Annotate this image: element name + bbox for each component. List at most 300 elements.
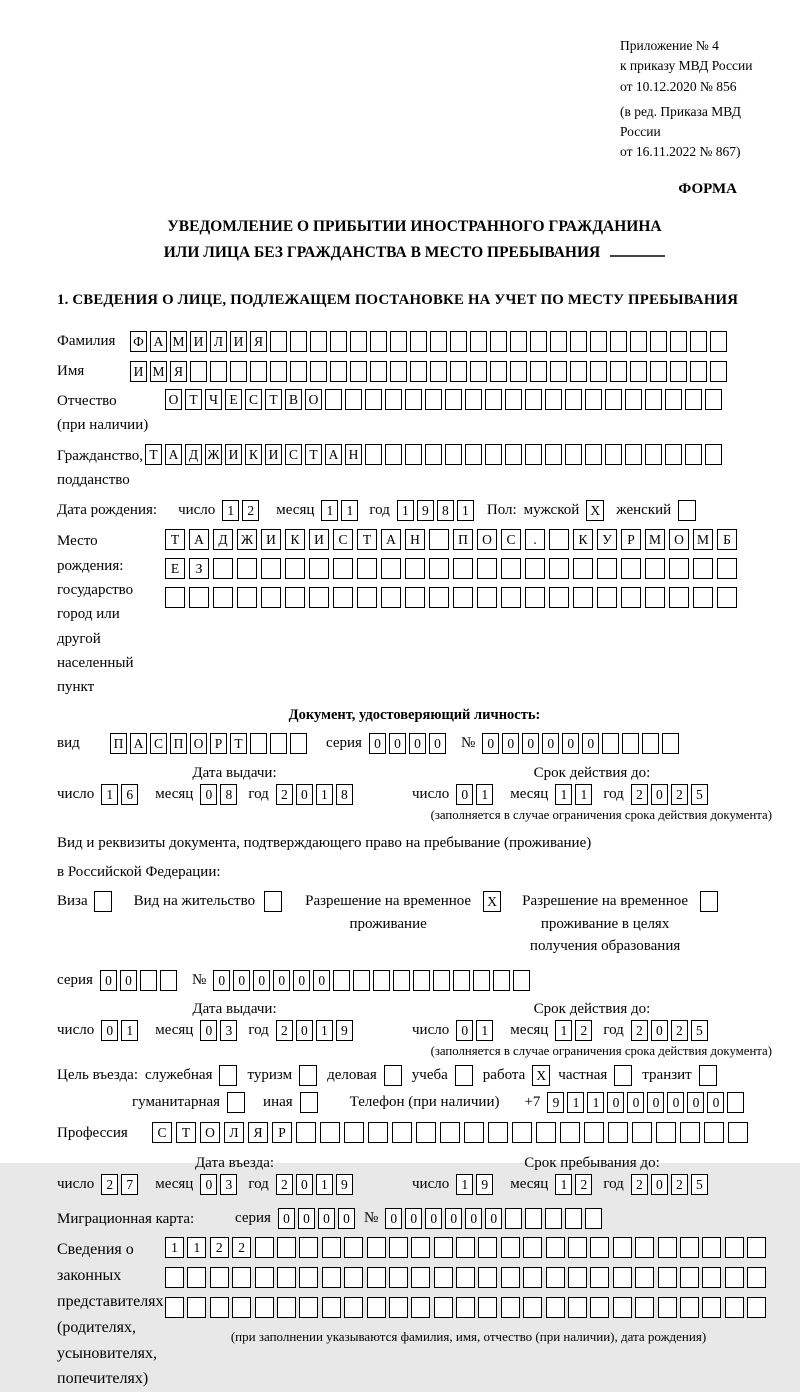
char-box[interactable] <box>693 558 713 579</box>
char-box[interactable]: 0 <box>338 1208 355 1229</box>
char-box[interactable] <box>705 389 722 410</box>
char-box[interactable] <box>322 1297 341 1318</box>
char-box[interactable] <box>353 970 370 991</box>
char-box[interactable]: Н <box>405 529 425 550</box>
char-box[interactable] <box>390 331 407 352</box>
char-box[interactable] <box>605 444 622 465</box>
char-box[interactable] <box>250 733 267 754</box>
doc-series-boxes[interactable] <box>369 733 449 754</box>
char-box[interactable] <box>190 361 207 382</box>
char-box[interactable]: В <box>285 389 302 410</box>
char-box[interactable] <box>416 1122 436 1143</box>
legal-reps-boxes-row2[interactable] <box>165 1267 770 1288</box>
char-box[interactable] <box>546 1297 565 1318</box>
char-box[interactable]: Я <box>248 1122 268 1143</box>
char-box[interactable] <box>549 558 569 579</box>
char-box[interactable] <box>325 389 342 410</box>
char-box[interactable] <box>270 733 287 754</box>
char-box[interactable] <box>717 558 737 579</box>
char-box[interactable] <box>530 331 547 352</box>
char-box[interactable]: П <box>170 733 187 754</box>
char-box[interactable] <box>237 558 257 579</box>
char-box[interactable] <box>310 331 327 352</box>
char-box[interactable]: 3 <box>220 1174 237 1195</box>
char-box[interactable] <box>513 970 530 991</box>
char-box[interactable]: 0 <box>522 733 539 754</box>
char-box[interactable] <box>296 1122 316 1143</box>
birth-month-boxes[interactable] <box>321 500 361 521</box>
char-box[interactable] <box>350 331 367 352</box>
char-box[interactable]: 2 <box>575 1174 592 1195</box>
char-box[interactable] <box>357 558 377 579</box>
char-box[interactable] <box>389 1237 408 1258</box>
char-box[interactable] <box>429 587 449 608</box>
char-box[interactable]: 6 <box>121 784 138 805</box>
char-box[interactable]: Т <box>265 389 282 410</box>
char-box[interactable]: О <box>200 1122 220 1143</box>
char-box[interactable] <box>680 1267 699 1288</box>
char-box[interactable] <box>345 389 362 410</box>
char-box[interactable] <box>747 1237 766 1258</box>
entry-month[interactable] <box>200 1174 240 1195</box>
char-box[interactable] <box>261 587 281 608</box>
char-box[interactable] <box>255 1267 274 1288</box>
char-box[interactable]: М <box>693 529 713 550</box>
char-box[interactable]: 1 <box>222 500 239 521</box>
visa-checkbox[interactable] <box>94 891 112 912</box>
char-box[interactable]: 0 <box>502 733 519 754</box>
char-box[interactable] <box>450 361 467 382</box>
char-box[interactable]: Т <box>357 529 377 550</box>
char-box[interactable]: 0 <box>200 1174 217 1195</box>
char-box[interactable]: 0 <box>296 1174 313 1195</box>
stay-day[interactable] <box>456 1174 496 1195</box>
char-box[interactable] <box>160 970 177 991</box>
char-box[interactable]: Ч <box>205 389 222 410</box>
char-box[interactable] <box>320 1122 340 1143</box>
char-box[interactable]: Б <box>717 529 737 550</box>
char-box[interactable] <box>453 558 473 579</box>
char-box[interactable] <box>429 529 449 550</box>
char-box[interactable] <box>478 1267 497 1288</box>
char-box[interactable] <box>621 587 641 608</box>
char-box[interactable]: 0 <box>542 733 559 754</box>
char-box[interactable]: Т <box>185 389 202 410</box>
char-box[interactable] <box>704 1122 724 1143</box>
char-box[interactable] <box>550 361 567 382</box>
char-box[interactable] <box>545 1208 562 1229</box>
char-box[interactable]: С <box>245 389 262 410</box>
char-box[interactable] <box>680 1237 699 1258</box>
char-box[interactable] <box>613 1267 632 1288</box>
char-box[interactable]: 9 <box>476 1174 493 1195</box>
char-box[interactable] <box>350 361 367 382</box>
char-box[interactable]: 0 <box>465 1208 482 1229</box>
char-box[interactable]: Т <box>145 444 162 465</box>
legal-reps-boxes-row1[interactable] <box>165 1237 770 1258</box>
char-box[interactable] <box>501 1237 520 1258</box>
char-box[interactable]: 0 <box>273 970 290 991</box>
identity-valid-day[interactable] <box>456 784 496 805</box>
char-box[interactable] <box>392 1122 412 1143</box>
char-box[interactable] <box>560 1122 580 1143</box>
char-box[interactable] <box>693 587 713 608</box>
patronymic-boxes[interactable] <box>165 389 725 410</box>
char-box[interactable] <box>405 558 425 579</box>
char-box[interactable] <box>490 331 507 352</box>
char-box[interactable] <box>747 1267 766 1288</box>
char-box[interactable]: 1 <box>316 784 333 805</box>
char-box[interactable]: 0 <box>293 970 310 991</box>
char-box[interactable] <box>255 1297 274 1318</box>
edu-residence-checkbox[interactable] <box>700 891 718 912</box>
char-box[interactable] <box>285 587 305 608</box>
char-box[interactable] <box>680 1122 700 1143</box>
char-box[interactable]: 0 <box>405 1208 422 1229</box>
char-box[interactable] <box>570 331 587 352</box>
char-box[interactable]: 0 <box>482 733 499 754</box>
char-box[interactable] <box>630 361 647 382</box>
residence-issue-year[interactable] <box>276 1020 356 1041</box>
char-box[interactable] <box>525 587 545 608</box>
char-box[interactable] <box>665 389 682 410</box>
char-box[interactable]: М <box>150 361 167 382</box>
char-box[interactable]: 1 <box>575 784 592 805</box>
char-box[interactable] <box>478 1237 497 1258</box>
char-box[interactable] <box>290 331 307 352</box>
char-box[interactable] <box>285 558 305 579</box>
char-box[interactable]: О <box>477 529 497 550</box>
char-box[interactable] <box>405 389 422 410</box>
char-box[interactable] <box>425 389 442 410</box>
char-box[interactable] <box>621 558 641 579</box>
char-box[interactable] <box>277 1267 296 1288</box>
char-box[interactable] <box>389 1297 408 1318</box>
char-box[interactable] <box>213 587 233 608</box>
char-box[interactable]: Т <box>165 529 185 550</box>
char-box[interactable] <box>333 558 353 579</box>
char-box[interactable]: Т <box>230 733 247 754</box>
char-box[interactable] <box>525 444 542 465</box>
char-box[interactable]: А <box>381 529 401 550</box>
char-box[interactable] <box>330 361 347 382</box>
char-box[interactable] <box>585 389 602 410</box>
identity-issue-year[interactable] <box>276 784 356 805</box>
char-box[interactable]: О <box>190 733 207 754</box>
char-box[interactable]: Ж <box>205 444 222 465</box>
char-box[interactable] <box>433 970 450 991</box>
char-box[interactable]: 0 <box>582 733 599 754</box>
char-box[interactable]: О <box>165 389 182 410</box>
char-box[interactable] <box>658 1297 677 1318</box>
char-box[interactable]: 1 <box>101 784 118 805</box>
char-box[interactable] <box>393 970 410 991</box>
char-box[interactable]: К <box>245 444 262 465</box>
char-box[interactable] <box>405 444 422 465</box>
char-box[interactable]: 1 <box>587 1092 604 1113</box>
char-box[interactable]: 2 <box>631 1020 648 1041</box>
char-box[interactable] <box>505 444 522 465</box>
char-box[interactable] <box>344 1297 363 1318</box>
char-box[interactable]: 0 <box>607 1092 624 1113</box>
char-box[interactable] <box>213 558 233 579</box>
identity-valid-month[interactable] <box>555 784 595 805</box>
female-checkbox[interactable] <box>678 500 696 521</box>
residence-issue-month[interactable] <box>200 1020 240 1041</box>
char-box[interactable] <box>187 1267 206 1288</box>
char-box[interactable] <box>261 558 281 579</box>
char-box[interactable] <box>165 1267 184 1288</box>
birthplace-boxes-row1[interactable] <box>165 529 741 550</box>
char-box[interactable]: Д <box>185 444 202 465</box>
char-box[interactable] <box>512 1122 532 1143</box>
char-box[interactable]: 1 <box>321 500 338 521</box>
birthplace-boxes-row2[interactable] <box>165 558 741 579</box>
char-box[interactable] <box>411 1237 430 1258</box>
private-checkbox[interactable] <box>614 1065 632 1086</box>
char-box[interactable]: 2 <box>631 1174 648 1195</box>
char-box[interactable] <box>658 1267 677 1288</box>
char-box[interactable] <box>523 1237 542 1258</box>
char-box[interactable] <box>381 558 401 579</box>
char-box[interactable] <box>410 331 427 352</box>
char-box[interactable]: 0 <box>120 970 137 991</box>
char-box[interactable] <box>165 1297 184 1318</box>
char-box[interactable] <box>501 1267 520 1288</box>
char-box[interactable] <box>385 444 402 465</box>
char-box[interactable] <box>485 389 502 410</box>
char-box[interactable] <box>570 361 587 382</box>
char-box[interactable] <box>590 1297 609 1318</box>
char-box[interactable] <box>584 1122 604 1143</box>
char-box[interactable] <box>635 1237 654 1258</box>
char-box[interactable] <box>255 1237 274 1258</box>
char-box[interactable]: О <box>305 389 322 410</box>
char-box[interactable]: 9 <box>336 1020 353 1041</box>
char-box[interactable]: Ж <box>237 529 257 550</box>
char-box[interactable] <box>658 1237 677 1258</box>
name-boxes[interactable] <box>130 361 730 382</box>
char-box[interactable]: К <box>285 529 305 550</box>
char-box[interactable]: 9 <box>336 1174 353 1195</box>
char-box[interactable] <box>605 389 622 410</box>
char-box[interactable] <box>702 1267 721 1288</box>
char-box[interactable] <box>565 389 582 410</box>
char-box[interactable] <box>650 361 667 382</box>
identity-valid-year[interactable] <box>631 784 711 805</box>
char-box[interactable] <box>365 444 382 465</box>
char-box[interactable] <box>465 389 482 410</box>
char-box[interactable] <box>470 331 487 352</box>
legal-reps-boxes-row3[interactable] <box>165 1297 770 1318</box>
char-box[interactable]: Н <box>345 444 362 465</box>
char-box[interactable] <box>322 1237 341 1258</box>
char-box[interactable] <box>705 444 722 465</box>
char-box[interactable] <box>270 361 287 382</box>
char-box[interactable] <box>453 970 470 991</box>
char-box[interactable] <box>478 1297 497 1318</box>
residence-valid-year[interactable] <box>631 1020 711 1041</box>
residence-valid-month[interactable] <box>555 1020 595 1041</box>
char-box[interactable] <box>210 1267 229 1288</box>
char-box[interactable] <box>525 389 542 410</box>
doc-number-boxes[interactable] <box>482 733 682 754</box>
residence-issue-day[interactable] <box>101 1020 141 1041</box>
char-box[interactable]: 7 <box>121 1174 138 1195</box>
char-box[interactable]: К <box>573 529 593 550</box>
char-box[interactable] <box>493 970 510 991</box>
char-box[interactable]: М <box>645 529 665 550</box>
stay-month[interactable] <box>555 1174 595 1195</box>
char-box[interactable]: А <box>130 733 147 754</box>
char-box[interactable] <box>725 1267 744 1288</box>
char-box[interactable] <box>370 331 387 352</box>
char-box[interactable]: 1 <box>555 784 572 805</box>
char-box[interactable]: С <box>333 529 353 550</box>
char-box[interactable]: 0 <box>687 1092 704 1113</box>
char-box[interactable] <box>434 1297 453 1318</box>
char-box[interactable] <box>465 444 482 465</box>
char-box[interactable]: А <box>165 444 182 465</box>
residence-permit-checkbox[interactable] <box>264 891 282 912</box>
char-box[interactable]: З <box>189 558 209 579</box>
char-box[interactable]: 0 <box>200 1020 217 1041</box>
char-box[interactable]: Л <box>224 1122 244 1143</box>
char-box[interactable] <box>625 444 642 465</box>
char-box[interactable] <box>456 1297 475 1318</box>
char-box[interactable] <box>645 587 665 608</box>
char-box[interactable]: 2 <box>276 784 293 805</box>
char-box[interactable]: 0 <box>651 1174 668 1195</box>
char-box[interactable] <box>373 970 390 991</box>
char-box[interactable] <box>389 1267 408 1288</box>
char-box[interactable] <box>189 587 209 608</box>
char-box[interactable] <box>405 587 425 608</box>
char-box[interactable]: 5 <box>691 784 708 805</box>
char-box[interactable]: 8 <box>336 784 353 805</box>
char-box[interactable]: 3 <box>220 1020 237 1041</box>
char-box[interactable] <box>685 389 702 410</box>
char-box[interactable]: 1 <box>341 500 358 521</box>
char-box[interactable] <box>344 1237 363 1258</box>
char-box[interactable] <box>456 1267 475 1288</box>
char-box[interactable] <box>725 1297 744 1318</box>
char-box[interactable] <box>430 361 447 382</box>
char-box[interactable]: 2 <box>232 1237 251 1258</box>
char-box[interactable] <box>536 1122 556 1143</box>
char-box[interactable] <box>510 361 527 382</box>
char-box[interactable] <box>546 1267 565 1288</box>
char-box[interactable]: 1 <box>567 1092 584 1113</box>
residence-valid-day[interactable] <box>456 1020 496 1041</box>
char-box[interactable]: 2 <box>210 1237 229 1258</box>
char-box[interactable] <box>434 1237 453 1258</box>
char-box[interactable]: П <box>110 733 127 754</box>
char-box[interactable] <box>385 389 402 410</box>
migration-series-boxes[interactable] <box>278 1208 358 1229</box>
char-box[interactable]: 8 <box>220 784 237 805</box>
char-box[interactable]: Е <box>165 558 185 579</box>
char-box[interactable] <box>585 444 602 465</box>
char-box[interactable] <box>165 587 185 608</box>
char-box[interactable]: 1 <box>397 500 414 521</box>
char-box[interactable] <box>232 1297 251 1318</box>
char-box[interactable]: С <box>501 529 521 550</box>
char-box[interactable] <box>232 1267 251 1288</box>
char-box[interactable]: 0 <box>627 1092 644 1113</box>
char-box[interactable]: 0 <box>318 1208 335 1229</box>
char-box[interactable]: Я <box>170 361 187 382</box>
char-box[interactable] <box>445 389 462 410</box>
char-box[interactable] <box>573 587 593 608</box>
phone-boxes[interactable] <box>547 1092 747 1113</box>
identity-issue-month[interactable] <box>200 784 240 805</box>
char-box[interactable] <box>330 331 347 352</box>
char-box[interactable] <box>545 389 562 410</box>
char-box[interactable]: 2 <box>276 1020 293 1041</box>
char-box[interactable]: 8 <box>437 500 454 521</box>
char-box[interactable] <box>702 1237 721 1258</box>
char-box[interactable] <box>187 1297 206 1318</box>
char-box[interactable]: 1 <box>165 1237 184 1258</box>
char-box[interactable] <box>590 361 607 382</box>
char-box[interactable]: М <box>170 331 187 352</box>
tourism-checkbox[interactable] <box>299 1065 317 1086</box>
char-box[interactable] <box>635 1297 654 1318</box>
char-box[interactable] <box>440 1122 460 1143</box>
char-box[interactable] <box>613 1297 632 1318</box>
business-checkbox[interactable] <box>219 1065 237 1086</box>
char-box[interactable]: О <box>669 529 689 550</box>
char-box[interactable]: 0 <box>385 1208 402 1229</box>
char-box[interactable] <box>610 331 627 352</box>
profession-boxes[interactable] <box>152 1122 752 1143</box>
char-box[interactable] <box>690 331 707 352</box>
char-box[interactable] <box>725 1237 744 1258</box>
char-box[interactable] <box>608 1122 628 1143</box>
citizenship-boxes[interactable] <box>145 444 725 465</box>
char-box[interactable] <box>453 587 473 608</box>
char-box[interactable]: 2 <box>276 1174 293 1195</box>
stay-year[interactable] <box>631 1174 711 1195</box>
char-box[interactable]: 0 <box>651 1020 668 1041</box>
char-box[interactable]: 2 <box>671 784 688 805</box>
char-box[interactable]: 0 <box>667 1092 684 1113</box>
char-box[interactable] <box>545 444 562 465</box>
char-box[interactable]: 0 <box>313 970 330 991</box>
char-box[interactable]: 0 <box>456 784 473 805</box>
char-box[interactable] <box>690 361 707 382</box>
char-box[interactable]: П <box>453 529 473 550</box>
char-box[interactable] <box>656 1122 676 1143</box>
char-box[interactable] <box>477 587 497 608</box>
char-box[interactable]: 0 <box>213 970 230 991</box>
char-box[interactable]: 1 <box>476 1020 493 1041</box>
char-box[interactable]: 0 <box>456 1020 473 1041</box>
char-box[interactable]: 0 <box>100 970 117 991</box>
char-box[interactable] <box>645 444 662 465</box>
transit-checkbox[interactable] <box>699 1065 717 1086</box>
char-box[interactable]: 0 <box>389 733 406 754</box>
char-box[interactable]: 0 <box>409 733 426 754</box>
char-box[interactable] <box>390 361 407 382</box>
doc-kind-boxes[interactable] <box>110 733 310 754</box>
temp-residence-checkbox[interactable]: X <box>483 891 501 912</box>
residence-series-boxes[interactable] <box>100 970 180 991</box>
char-box[interactable] <box>344 1122 364 1143</box>
char-box[interactable] <box>501 558 521 579</box>
char-box[interactable] <box>299 1267 318 1288</box>
